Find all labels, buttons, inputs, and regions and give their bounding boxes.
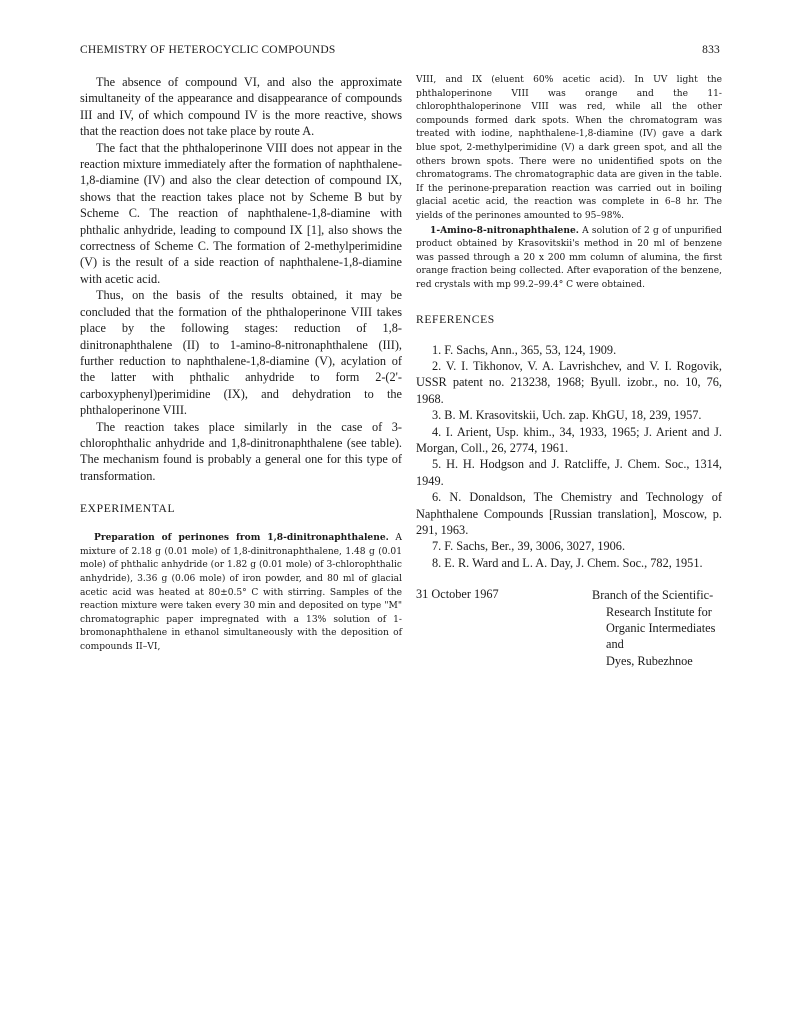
- amino-text: A solution of 2 g of unpurified product obtained by Krasovitskii's method in 20 ml of benzene was passed through a 20 x 200 mm column of alumina, the first orange fraction being collected. After evaporation of the benzene, red crystals with mp 99.2–99.4° C were obtained.: [416, 225, 722, 290]
- institution-line: Research Institute for: [606, 604, 712, 619]
- body-paragraph: The reaction takes place similarly in the case of 3-chlorophthalic anhydride and 1,8-dinitronaphthalene (see table). The mechanism found is probably a general one for this type of transformation.: [80, 419, 402, 483]
- body-paragraph: Thus, on the basis of the results obtained, it may be concluded that the formation of the phthaloperinone VIII takes place by the following stages: reduction of 1,8-dinitronaphthalene (II) to 1-amino-8-nitronaphthalene (III), further reduction to naphthalene-1,8-diamine (V), acylation of the latter with phthalic anhydride to form 2-(2'-carboxyphenyl)perimidine (IX), and dehydration to the phthaloperinone VIII.: [80, 288, 402, 418]
- reference-item: 5. H. H. Hodgson and J. Ratcliffe, J. Chem. Soc., 1314, 1949.: [416, 457, 722, 488]
- institution-line: Branch of the Scientific-: [592, 588, 714, 603]
- reference-item: 4. I. Arient, Usp. khim., 34, 1933, 1965; J. Arient and J. Morgan, Coll., 26, 2774, 1961.: [416, 424, 722, 455]
- body-paragraph: The fact that the phthaloperinone VIII does not appear in the reaction mixture immediately after the formation of naphthalene-1,8-diamine (IV) and also the clear detection of compound IX, shows that the reaction takes place not by Scheme B but by Scheme C. The reaction of naphthalene-1,8-diamine with phthalic anhydride, leading to compound IX [1], also shows the correctness of Scheme C. The formation of 2-methylperimidine (V) is the result of a side reaction of naphthalene-1,8-diamine with acetic acid.: [80, 140, 402, 286]
- experimental-lead: Preparation of perinones from 1,8-dinitronaphthalene.: [94, 532, 389, 544]
- institution-line: Dyes, Rubezhnoe: [606, 653, 693, 668]
- reference-item: 8. E. R. Ward and L. A. Day, J. Chem. Soc., 782, 1951.: [432, 555, 703, 570]
- journal-title: CHEMISTRY OF HETEROCYCLIC COMPOUNDS: [80, 44, 336, 56]
- body-paragraph: The absence of compound VI, and also the approximate simultaneity of the appearance and disappearance of compounds III and IV, of which compound IV is the more reactive, shows that the reaction does not take place by route A.: [80, 75, 402, 139]
- reference-item: 2. V. I. Tikhonov, V. A. Lavrishchev, and V. I. Rogovik, USSR patent no. 213238, 1968; Byull. izobr., no. 10, 76, 1968.: [416, 358, 722, 406]
- reference-item: 1. F. Sachs, Ann., 365, 53, 124, 1909.: [432, 342, 617, 357]
- left-column: [80, 74, 402, 655]
- page-number: 833: [702, 44, 720, 56]
- reference-item: 6. N. Donaldson, The Chemistry and Technology of Naphthalene Compounds [Russian translation], Moscow, p. 291, 1963.: [416, 490, 722, 537]
- reference-item: 3. B. M. Krasovitskii, Uch. zap. KhGU, 18, 239, 1957.: [432, 408, 702, 423]
- experimental-paragraph: [80, 531, 402, 654]
- experimental-heading: EXPERIMENTAL: [80, 502, 176, 516]
- reference-item: 7. F. Sachs, Ber., 39, 3006, 3027, 1906.: [432, 539, 626, 554]
- experimental-text: A mixture of 2.18 g (0.01 mole) of 1,8-dinitronaphthalene, 1.48 g (0.01 mole) of phthalic anhydride (or 1.82 g (0.01 mole) of 3-chlorophthalic anhydride), 3.36 g (0.06 mole) of iron powder, and 80 ml of glacial acetic acid was heated at 80±0.5° C with stirring. Samples of the reaction mixture were taken every 30 min and deposited on type "M" chromatographic paper impregnated with a 13% solution of 1-bromonaphthalene in ethanol simultaneously with the deposition of compounds II–VI,: [80, 533, 402, 652]
- amino-paragraph: [416, 224, 722, 293]
- institution-line: Organic Intermediates and: [606, 621, 716, 652]
- signature-block: [416, 587, 722, 668]
- received-date: 31 October 1967: [416, 587, 499, 602]
- references-heading: REFERENCES: [416, 312, 495, 326]
- right-column: [416, 74, 722, 668]
- institution-address: [592, 587, 732, 669]
- references-list: [416, 342, 722, 572]
- experimental-continued: VIII, and IX (eluent 60% acetic acid). In UV light the phthaloperinone VIII was orange and the 11-chlorophthaloperinone VIII was red, while all the other compounds formed dark spots. When the chromatogram was treated with iodine, naphthalene-1,8-diamine (IV) gave a dark blue spot, 2-methylperimidine (V) a dark green spot, and all the others brown spots. There were no unidentified spots on the chromatograms. The chromatographic data are given in the table. If the perinone-preparation reaction was carried out in boiling glacial acetic acid, the reaction was complete in 6–8 hr. The yields of the perinones amounted to 95–98%.: [416, 75, 722, 221]
- amino-lead: 1-Amino-8-nitronaphthalene.: [430, 224, 579, 236]
